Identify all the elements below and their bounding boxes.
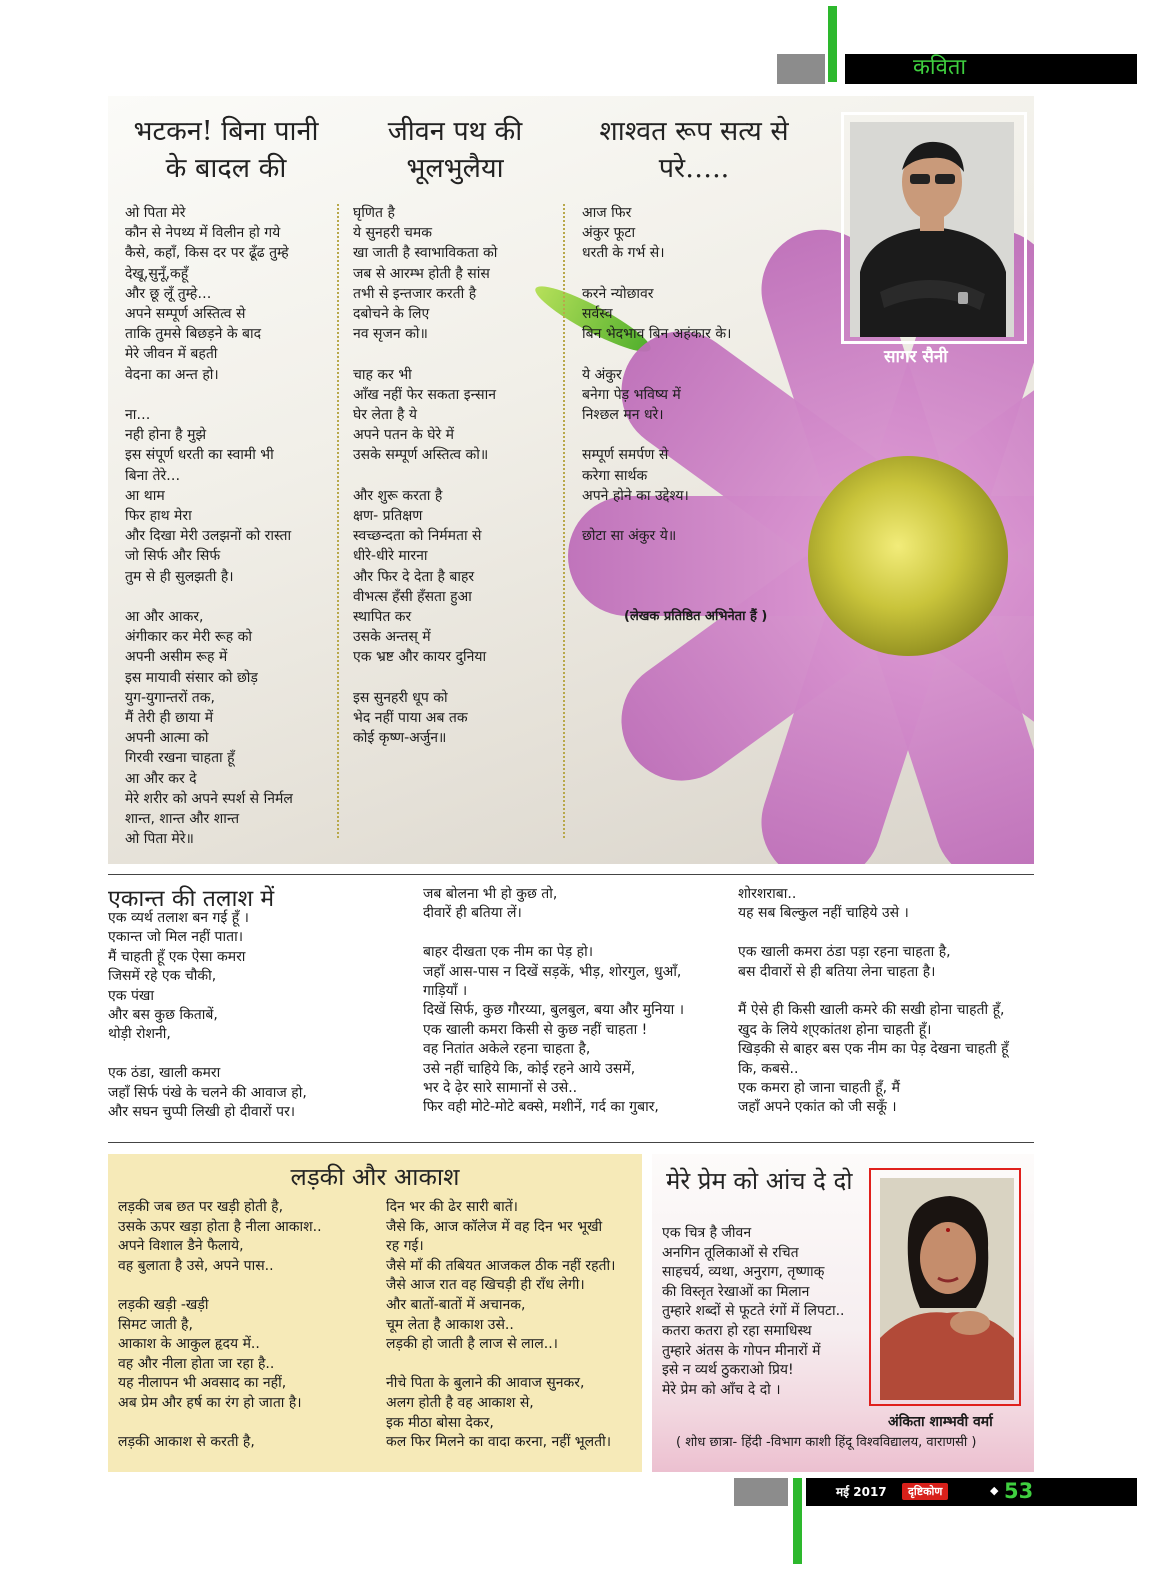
poet-name: अंकिता शाम्भवी वर्मा xyxy=(888,1414,993,1430)
poem-ladki-panel xyxy=(108,1154,642,1472)
poet-affiliation: ( शोध छात्रा- हिंदी -विभाग काशी हिंदू विश्वविद्यालय, वाराणसी ) xyxy=(676,1435,977,1450)
poem-prem-panel xyxy=(652,1154,1034,1472)
footer-gray-block xyxy=(734,1478,788,1506)
header-gray-block xyxy=(777,54,825,84)
poem-body-2: घृणित है ये सुनहरी चमक खा जाती है स्वाभाविकता को जब से आरम्भ होती है सांस तभी से इन्तजार करती है दबोचने के लिए नव सृजन को॥ चाह कर भी आँख नहीं फेर सकता इन्सान घेर लेता है ये अपने पतन के घेरे में उसके सम्पूर्ण अस्तित्व को॥ और शुरू करता है क्षण- प्रतिक्षण स्वच्छन्दता को निर्ममता से धीरे-धीरे मारना और फिर दे देता है बाहर वीभत्स हँसी हँसता हुआ स्थापित कर उसके अन्तस् में एक भ्रष्ट और कायर दुनिया इस सुनहरी धूप को भेद नहीं पाया अब तक कोई कृष्ण-अर्जुन॥ xyxy=(353,205,498,747)
issue-month: मई 2017 xyxy=(836,1485,887,1499)
poem-title-ladki: लड़की और आकाश xyxy=(290,1163,460,1191)
poem-title-2: जीवन पथ की भूलभुलैया xyxy=(387,116,523,184)
footer-bar xyxy=(806,1478,1137,1506)
author-photo xyxy=(850,122,1014,337)
poem-ladki-col1: लड़की जब छत पर खड़ी होती है, उसके ऊपर खड़ा होता है नीला आकाश.. अपने विशाल डैने फैलाये, वह बुलाता है उसे, अपने पास.. लड़की खड़ी -खड़ी सिमट जाती है, आकाश के आकुल हृदय में.. वह और नीला होता जा रहा है.. यह नीलापन भी अवसाद का नहीं, अब प्रेम और हर्ष का रंग हो जाता है। लड़की आकाश से करती है, xyxy=(118,1199,322,1451)
page-number: 53 xyxy=(1004,1479,1034,1503)
section-label: कविता xyxy=(913,55,967,80)
magazine-logo: दृष्टिकोण xyxy=(902,1483,948,1500)
poem-body-3: आज फिर अंकुर फूटा धरती के गर्भ से। करने न्योछावर सर्वस्व बिन भेदभाव बिन अहंकार के। ये अंकुर बनेगा पेड़ भविष्य में निश्छल मन धरे। सम्पूर्ण समर्पण से करेगा सार्थक अपने होने का उद्देश्य। छोटा सा अंकुर ये॥ xyxy=(582,205,732,545)
poem-body-1: ओ पिता मेरे कौन से नेपथ्य में विलीन हो गये कैसे, कहाँ, किस दर पर ढूँढ तुम्हे देखू,सुनूँ,कहूँ और छू लूँ तुम्हे… अपने सम्पूर्ण अस्तित्व से ताकि तुमसे बिछड़ने के बाद मेरे जीवन में बहती वेदना का अन्त हो। ना… नही होना है मुझे इस संपूर्ण धरती का स्वामी भी बिना तेरे… आ थाम फिर हाथ मेरा और दिखा मेरी उलझनों को रास्ता जो सिर्फ और सिर्फ तुम से ही सुलझती है। आ और आकर, अंगीकार कर मेरी रूह को अपनी असीम रूह में इस मायावी संसार को छोड़ युग-युगान्तरों तक, मैं तेरी ही छाया में अपनी आत्मा को गिरवी रखना चाहता हूँ आ और कर दे मेरे शरीर को अपने स्पर्श से निर्मल शान्त, शान्त और शान्त ओ पिता मेरे॥ xyxy=(125,205,293,848)
featured-poems-panel xyxy=(108,96,1034,864)
section-rule-bottom xyxy=(108,1142,1034,1143)
poem-ekant-col1: एक व्यर्थ तलाश बन गई हूँ । एकान्त जो मिल नहीं पाता। मैं चाहती हूँ एक ऐसा कमरा जिसमें रहे एक चौकी, एक पंखा और बस कुछ किताबें, थोड़ी रोशनी, एक ठंडा, खाली कमरा जहाँ सिर्फ पंखे के चलने की आवाज हो, और सघन चुप्पी लिखी हो दीवारों पर। xyxy=(108,910,307,1121)
poem-prem-body: एक चित्र है जीवन अनगिन तूलिकाओं से रचित साहचर्य, व्यथा, अनुराग, तृष्णाक् की विस्तृत रेखाओं का मिलान तुम्हारे शब्दों से फूटते रंगों में लिपटा.. कतरा कतरा हो रहा समाधिस्थ तुम्हारे अंतस के गोपन मीनारों में इसे न व्यर्थ ठुकराओ प्रिय! मेरे प्रेम को आँच दे दो । xyxy=(662,1225,845,1398)
poem-title-prem: मेरे प्रेम को आंच दे दो xyxy=(666,1167,853,1195)
column-divider xyxy=(563,204,565,838)
poem-ekant-col2: जब बोलना भी हो कुछ तो, दीवारें ही बतिया लें। बाहर दीखता एक नीम का पेड़ हो। जहाँ आस-पास न दिखें सड़कें, भीड़, शोरगुल, धुआँ, गाड़ियाँ । दिखें सिर्फ, कुछ गौरय्या, बुलबुल, बया और मुनिया । एक खाली कमरा किसी से कुछ नहीं चाहता ! वह नितांत अकेले रहना चाहता है, उसे नहीं चाहिये कि, कोई रहने आये उसमें, भर दे ढ़ेर सारे सामानों से उसे.. फिर वही मोटे-मोटे बक्से, मशीनें, गर्द का गुबार, xyxy=(423,886,685,1116)
poem-title-1: भटकन! बिना पानी के बादल की xyxy=(133,116,319,184)
footer-bullet: ◆ xyxy=(990,1484,999,1497)
poem-title-ekant: एकान्त की तलाश में xyxy=(108,886,275,912)
poem-ekant-col3: शोरशराबा.. यह सब बिल्कुल नहीं चाहिये उसे । एक खाली कमरा ठंडा पड़ा रहना चाहता है, बस दीवारों से ही बतिया लेना चाहता है। मैं ऐसे ही किसी खाली कमरे की सखी होना चाहती हूँ, खुद के लिये श्एकांतश होना चाहती हूँ। खिड़की से बाहर बस एक नीम का पेड़ देखना चाहती हूँ कि, कबसे.. एक कमरा हो जाना चाहती हूँ, मैं जहाँ अपने एकांत को जी सकूँ । xyxy=(738,886,1009,1116)
header-accent-bar xyxy=(828,6,837,82)
footer-accent-bar xyxy=(793,1478,802,1564)
column-divider xyxy=(337,204,339,838)
author-note: (लेखक प्रतिष्ठित अभिनेता हैं ) xyxy=(624,609,768,624)
author-name: सागर सैनी xyxy=(884,347,948,367)
section-header-bar xyxy=(845,54,1137,84)
poem-ladki-col2: दिन भर की ढेर सारी बातें। जैसे कि, आज कॉलेज में वह दिन भर भूखी रह गई। जैसे माँ की तबियत आजकल ठीक नहीं रहती। जैसे आज रात वह खिचड़ी ही राँध लेगी। और बातों-बातों में अचानक, चूम लेता है आकाश उसे.. लड़की हो जाती है लाज से लाल..। नीचे पिता के बुलाने की आवाज सुनकर, अलग होती है वह आकाश से, इक मीठा बोसा देकर, कल फिर मिलने का वादा करना, नहीं भूलती। xyxy=(386,1199,616,1451)
poem-title-3: शाश्वत रूप सत्य से परे….. xyxy=(599,116,789,184)
poet-photo xyxy=(880,1178,1014,1400)
section-rule-top xyxy=(108,874,1034,875)
